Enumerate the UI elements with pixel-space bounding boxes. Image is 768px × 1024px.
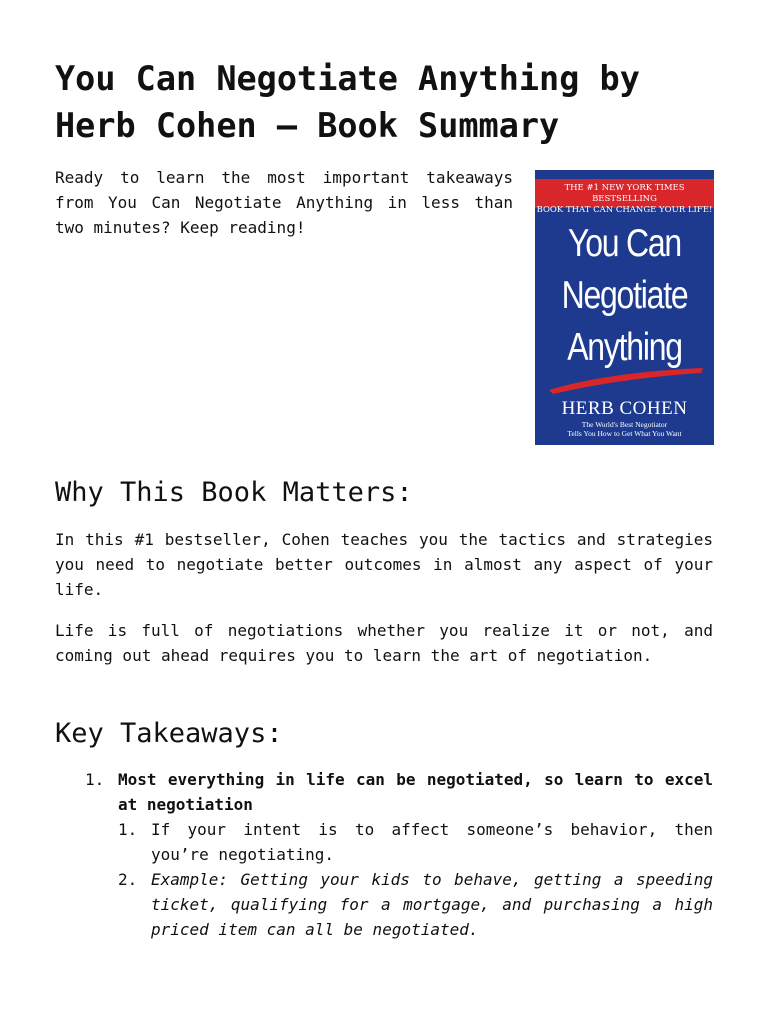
cover-title — [551, 218, 698, 374]
cover-swoosh-graphic — [545, 366, 705, 396]
list-number: 1. — [118, 820, 138, 839]
cover-title-line: You Can — [568, 222, 681, 265]
body-paragraph: In this #1 bestseller, Cohen teaches you the tactics and strategies you need to negotiate better outcomes in almost any aspect of your life. — [55, 530, 713, 599]
cover-tagline — [535, 420, 714, 438]
list-item — [118, 817, 713, 867]
list-item — [85, 767, 713, 942]
intro-paragraph: Ready to learn the most important takeaways from You Can Negotiate Anything in less than two minutes? Keep reading! — [55, 168, 513, 237]
cover-title-line: Negotiate — [561, 274, 688, 317]
cover-title-line: Anything — [567, 326, 682, 369]
cover-banner — [535, 179, 714, 215]
list-number: 1. — [85, 770, 105, 789]
section-heading-key-takeaways: Key Takeaways: — [55, 718, 283, 749]
list-item-text: If your intent is to affect someone’s behavior, then you’re negotiating. — [151, 820, 713, 864]
cover-banner-line: THE #1 NEW YORK TIMES BESTSELLING — [564, 183, 685, 204]
cover-banner-line: BOOK THAT CAN CHANGE YOUR LIFE! — [536, 205, 713, 215]
sub-list — [118, 817, 713, 942]
cover-author: HERB COHEN — [561, 398, 688, 419]
cover-tagline-line: Tells You How to Get What You Want — [567, 429, 682, 438]
list-item-text: Example: Getting your kids to behave, getting a speeding ticket, qualifying for a mortgage, and purchasing a high priced item can all be negotiated. — [151, 870, 713, 939]
page-title: You Can Negotiate Anything by Herb Cohen – Book Summary — [55, 59, 640, 145]
list-item — [118, 867, 713, 942]
takeaways-list — [85, 767, 713, 942]
section-heading-why: Why This Book Matters: — [55, 477, 413, 508]
list-number: 2. — [118, 870, 138, 889]
cover-tagline-line: The World's Best Negotiator — [581, 420, 668, 429]
book-cover-image — [535, 170, 714, 445]
body-paragraph: Life is full of negotiations whether you realize it or not, and coming out ahead requires you to learn the art of negotiation. — [55, 621, 713, 665]
list-item-text: Most everything in life can be negotiated, so learn to excel at negotiation — [118, 770, 713, 814]
